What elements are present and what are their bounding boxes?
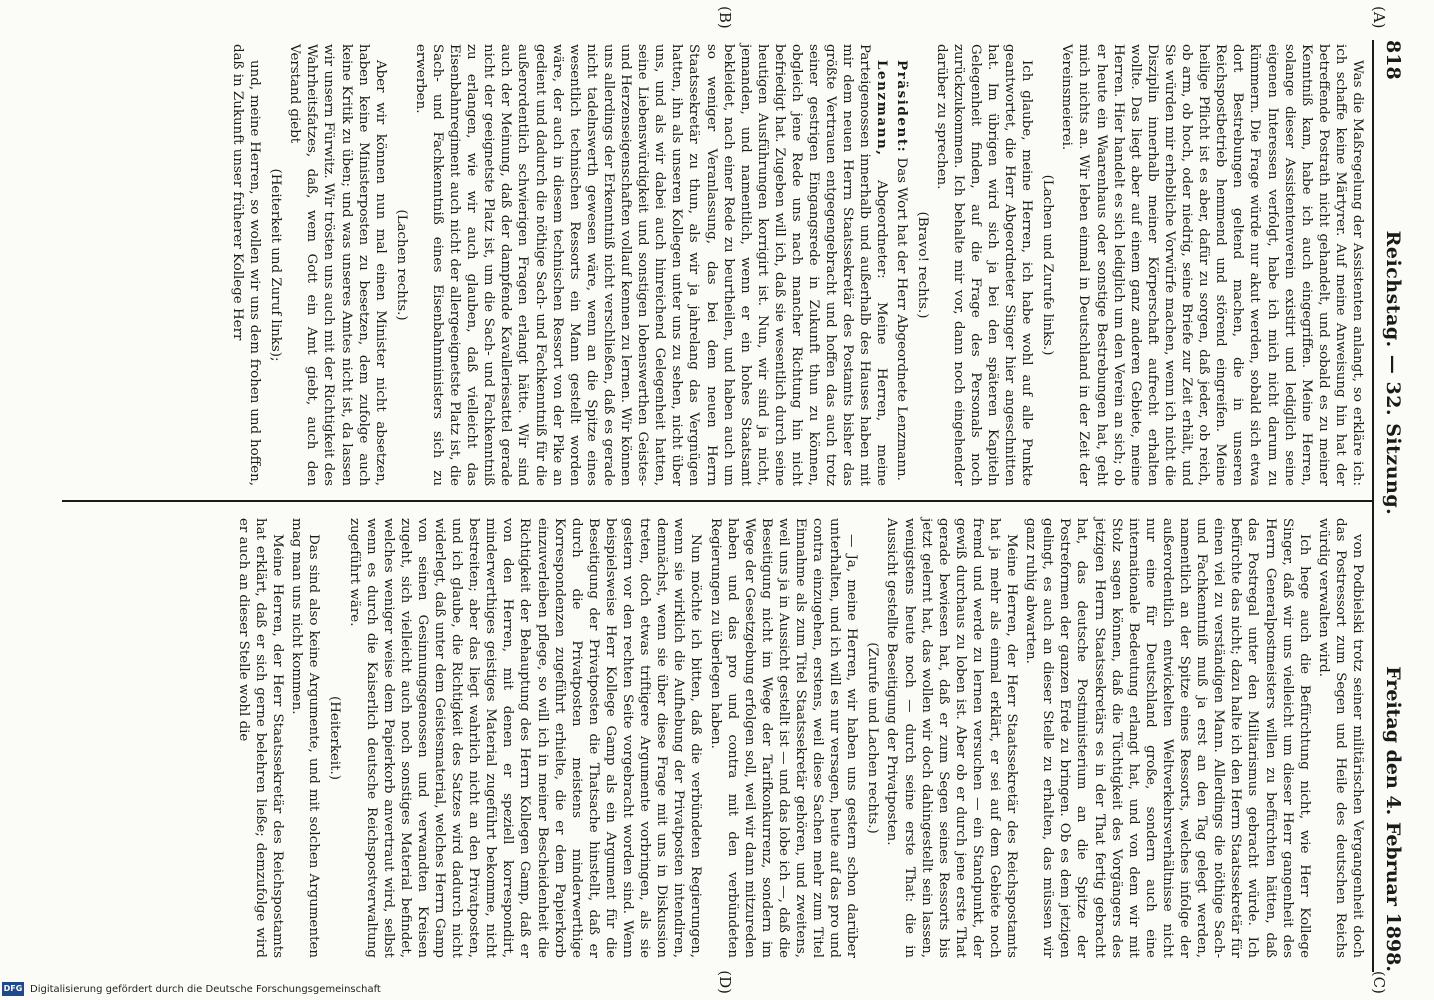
digitization-credit <box>2 982 381 996</box>
page-number: 818 <box>1382 40 1404 80</box>
page-title: Reichstag. — 32. Sitzung. <box>1382 230 1404 516</box>
left-column <box>62 40 1372 500</box>
text-columns <box>62 40 1372 972</box>
interjection: (Heiterkeit.) <box>327 696 343 780</box>
speaker-name: Präsident: <box>893 60 910 154</box>
paragraph: Das sind also keine Argumente, und mit solchen Argumenten mag man uns nicht kommen. <box>289 518 322 958</box>
paragraph: Ich hege auch die Befürchtung nicht, wie Herr Kollege Singer, daß wir uns vielleicht um dieser Herr gangenheit des Herrn Generalpostmeisters willen zu befürchten hätten, daß das Postregal unter den Militarismus gebracht würde. Ich befürchte das nicht; dazu halte ich den Herrn Staatssekretär für einen viel zu verständigen Mann. Allerdings die nöthige Sach- und Fachkenntniß muß ja erst an den Tag gelegt werden, namentlich an der Spitze eines Ressorts, welches infolge der außerordentlich entwickelten Weltverkehrsverhältnisse nicht nur eine für Deutschland große, sondern auch eine internationale Bedeutung erlangt hat, und von dem wir mit Stolz sagen können, daß die Tüchtigkeit des Vorgängers des jetzigen Herrn Staatssekretärs es in der That fertig gebracht hat, das deutsche Postministerium an die Spitze der Postreformen der ganzen Erde zu bringen. Ob es dem jetzigen gelingt, es auch an dieser Stelle zu erhalten, das müssen wir ganz ruhig abwarten. <box>1023 518 1312 958</box>
interjection: (Heiterkeit und Zuruf links); <box>268 168 284 362</box>
speaker-name: Lenzmann, <box>874 60 891 157</box>
interjection: (Zurufe und Lachen rechts.) <box>865 642 881 834</box>
interjection: (Bravo! rechts.) <box>914 211 930 319</box>
paragraph: — Ja, meine Herren, wir haben uns gestern schon darüber unterhalten, und ich will es nur versagen, heute auf das pro und contra einzugehen, erstens, weil diese Sachen mehr zum Titel Einnahme als zum Titel Staatssekretär gehören, und zweitens, weil uns ja in Aussicht gestellt ist — und das lobe ich —, daß die Beseitigung nicht im Wege der Tarifkonkurrenz, sondern im Wege der Gesetzgebung erfolgen soll, weil wir dann mitzureden haben und das pro und contra mit den verbündeten Regierungen zu überlegen haben. <box>707 518 860 958</box>
paragraph: Ich glaube, meine Herren, ich habe wohl auf alle Punkte geantwortet, die Herr Abgeordneter Singer hier angeschnitten hat. Im übrigen wird sich ja bei den späteren Kapiteln Gelegenheit finden, auf die Frage des Personals noch zurückzukommen. Ich behalte mir vor, dann noch eingehender darüber zu sprechen. <box>933 44 1035 486</box>
paragraph: von Podbielski trotz seiner militärischen Vergangenheit doch das Postressort zum Segen und Heile des deutschen Reichs würdig verwalten wird. <box>1315 518 1365 958</box>
paragraph <box>412 44 891 486</box>
dfg-logo-icon: DFG <box>2 982 24 996</box>
paragraph: und, meine Herren, so wollen wir uns dem frohen und hoffen, daß in Zukunft unser früherer Kollege Herr <box>230 44 263 486</box>
speech-text: Abgeordneter: Meine Herren, meine Parteigenossen innerhalb und außerhalb des Hauses haben mit mir dem neuen Herrn Staatssekretär des Postamts bisher das größte Vertrauen entgegengebracht und hoffen das auch trotz seiner gestrigen Eingangsrede in Zukunft thun zu können, obgleich jene Rede uns nach mancher Richtung hin nicht befriedigt hat. Zugeben will ich, daß sie wesentlich durch seine heutigen Ausführungen korrigirt ist. Nun, wir sind ja nicht, jemanden, und namentlich, wenn er ein hohes Staatsamt bekleidet, nach einer Rede zu beurtheilen, und haben auch um so weniger Veranlassung, das bei dem neuen Herrn Staatssekretär zu thun, als wir ja jahrelang das Vergnügen hatten, ihn als unseren Kollegen unter uns zu sehen, nicht über uns, und als wir dabei auch hinreichend Gelegenheit hatten, seine Liebenswürdigkeit und sonstigen lobenswerthen Geistes- und Herzenseigenschaften vollauf kennen zu lernen. Wir können uns allerdings der Erkenntniß nicht verschließen, daß es gerade nicht tadelnswerth gewesen wäre, wenn an die Spitze eines wesentlich technischen Ressorts ein Mann gestellt worden wäre, der auch in diesem technischen Ressort von der Pike an gedient und dadurch die nöthige Sach- und Fachkenntniß für die außerordentlich schwierigen Fragen erlangt hätte. Wir sind auch der Meinung, daß der dampfende Kavalleriesattel gerade nicht der geeignetste Platz ist, um die Sach- und Fachkenntniß zu erlangen, wie wir auch glauben, daß vielleicht das Eisenbahnregiment auch nicht der allergeeignetste Platz ist, die Sach- und Fachkenntniß eines Eisenbahnministers sich zu erwerben. <box>412 44 890 486</box>
paragraph: Aber wir können nun mal einen Minister nicht absetzen, haben keine Ministerposten zu besetzen, dem zufolge auch keine Kritik zu üben; und was unseres Amtes nicht ist, da lassen wir unsern Fürwitz. Wir trösten uns auch mit der Richtigkeit des Wahrheitsfatzes, daß, wem Gott ein Amt giebt, auch den Verstand giebt <box>287 44 388 486</box>
speech-text: Das Wort hat der Herr Abgeordnete Lenzmann. <box>893 157 909 481</box>
page-header <box>1378 40 1404 972</box>
margin-marker-d: (D) <box>716 970 734 994</box>
interjection: (Lachen rechts.) <box>393 209 409 321</box>
margin-marker-b: (B) <box>716 6 734 29</box>
right-column <box>62 502 1372 962</box>
interjection: (Lachen und Zurufe links.) <box>1040 174 1056 356</box>
credit-text: Digitalisierung gefördert durch die Deutsche Forschungsgemeinschaft <box>30 983 381 995</box>
margin-marker-c: (C) <box>1370 970 1388 994</box>
paragraph: Was die Maßregelung der Assistenten anlangt, so erkläre ich: ich schaffe keine Märtyrer. Auf meine Anweisung hin hat der betreffende Postrath nicht gehandelt, und sobald es zu meiner Kenntniß kam, habe ich auch eingegriffen. Meine Herren, solange dieser Assistentenverein existirt und lediglich seine eigenen Interessen verfolgt, habe ich mich nicht darum zu kümmern. Die Frage würde nur akut werden, sobald sich etwa dort Bestrebungen geltend machen, die in unseren Reichspostbetrieb hemmend und störend eingreifen. Meine heilige Pflicht ist es aber, dafür zu sorgen, daß jeder, ob reich, ob arm, ob hoch, oder niedrig, seine Briefe zur Zeit erhält, und Sie würden mir erhebliche Vorwürfe machen, wenn ich nicht die Disziplin innerhalb meiner Körperschaft aufrecht erhalten wollte. Das liegt aber auf einem ganz anderen Gebiete, meine Herren. Hier handelt es sich lediglich um den Verein an sich; ob er heute ein Waarenhaus oder sonstige Bestrebungen hat, geht mich nichts an. Wir leben einmal in Deutschland in der Zeit der Vereinsmeierei. <box>1059 44 1365 486</box>
paragraph <box>892 44 909 486</box>
header-rule <box>1372 40 1374 972</box>
paragraph: Meine Herren, der Herr Staatssekretär des Reichspostamts hat ja mehr als einmal erklärt, er sei auf dem Gebiete noch fremd und werde zu lernen versuchen — ein Standpunkt, der gewiß durchaus zu loben ist. Aber ob er durch jene erste That gerade bewiesen hat, daß er zum Segen seines Ressorts bis jetzt gelernt hat, das wollen wir doch dahingestellt sein lassen, wenigstens heute noch — durch seine erste That: die in Aussicht gestellte Beseitigung der Privatposten. <box>884 518 1020 958</box>
page-date: Freitag den 4. Februar 1898. <box>1382 666 1404 972</box>
paragraph: Nun möchte ich bitten, daß die verbündeten Regierungen, wenn sie wirklich die Aufhebung der Privatposten intendiren, demnächst, wenn sie über diese Frage mit uns in Diskussion treten, doch etwas triftigere Argumente vorbringen, als sie gestern vor den rechten Seite vorgebracht worden sind. Wenn beispielsweise Herr Kollege Gamp als ein Argument für die Beseitigung der Privatposten die Thatsache hinstellt, daß er durch die Privatposten meistens minderwerthige Korrespondenzen zugeführt erhielte, die er dem Papierkorb einzuverleiben pflege, so will ich in meiner Bescheidenheit die Richtigkeit der Behauptung des Herrn Kollegen Gamp, daß er von den Herren, mit denen er speziell korrespondirt, minderwerthiges geistiges Material zugeführt bekomme, nicht bestreiten; aber das liegt wahrlich nicht an den Privatposten, und ich glaube, die Richtigkeit des Satzes wird dadurch nicht widerlegt, daß unter dem Geistesmaterial, welches Herrn Gamp von seinen Gesinnungsgenossen und verwandten Kreisen zugeht, sich vielleicht auch noch sonstiges Material befindet, welches weniger weise dem Papierkorb anvertraut wird, selbst wenn es durch die Kaiserlich deutsche Reichspostverwaltung zugeführt wäre. <box>346 518 704 958</box>
margin-marker-a: (A) <box>1370 6 1388 29</box>
paragraph: Meine Herren, der Herr Staatssekretär des Reichspostamts hat erklärt, daß er sich gerne belehren ließe; demzufolge wird er auch an dieser Stelle wohl die <box>236 518 286 958</box>
